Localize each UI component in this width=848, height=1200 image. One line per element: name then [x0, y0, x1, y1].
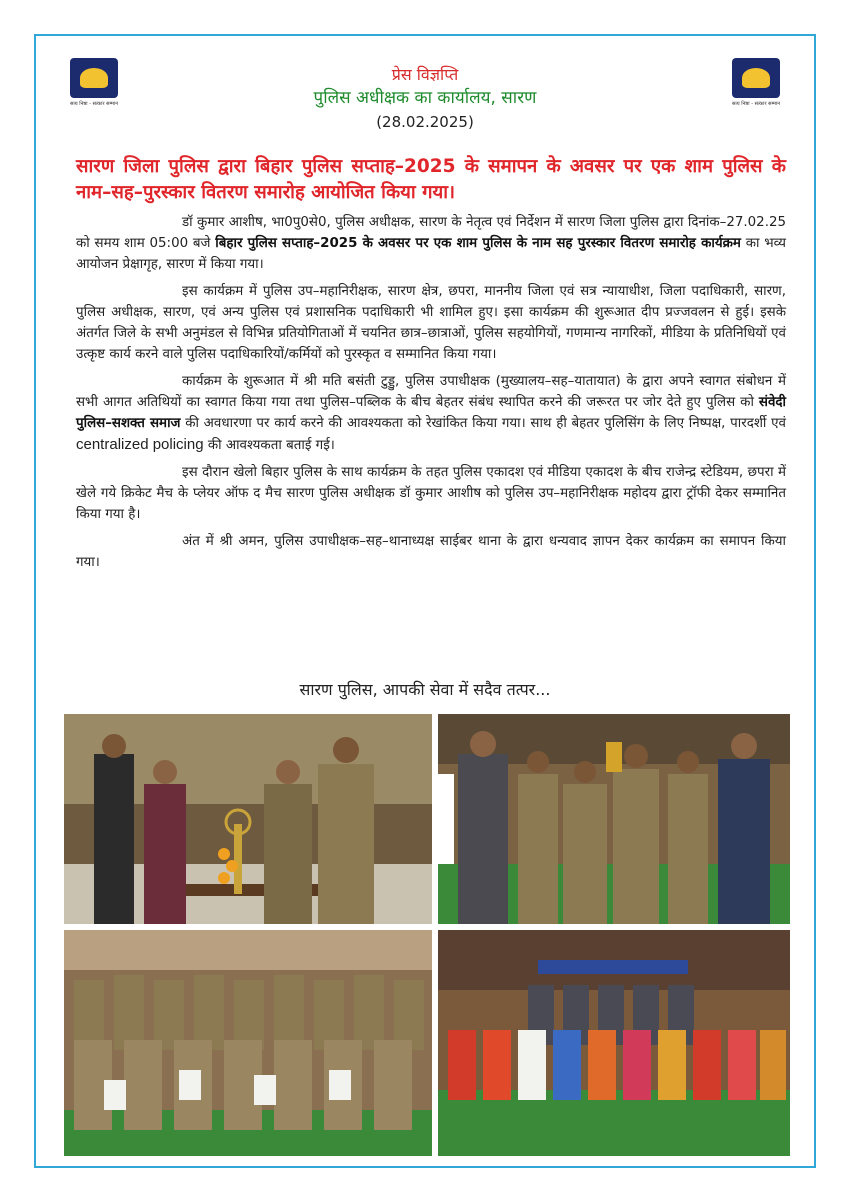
paragraph-4: इस दौरान खेलो बिहार पुलिस के साथ कार्यक्रम के तहत पुलिस एकादश एवं मीडिया एकादश के बीच राजेन्द्र स्टेडियम, छपरा में खेले गये क्रिकेट मैच के प्लेयर ऑफ द मैच सारण पुलिस अधीक्षक डॉ कुमार आशीष को पुलिस उप–महानिरीक्षक महोदय द्वारा ट्रॉफी देकर सम्मानित किया गया है। [76, 465, 786, 522]
logo-motto: सत्य निष्ठा - सत्कार सम्मान [731, 101, 781, 107]
paragraph-2: इस कार्यक्रम में पुलिस उप–महानिरीक्षक, सारण क्षेत्र, छपरा, माननीय जिला एवं सत्र न्यायाधीश, जिला पदाधिकारी, सारण, पुलिस अधीक्षक, सारण, एवं अन्य पुलिस एवं प्रशासनिक पदाधिकारी भी शामिल हुए। इसा कार्यक्रम की शुरूआत दीप प्रज्जवलन से हुई। इसके अंतर्गत जिले के सभी अनुमंडल से विभिन्न प्रतियोगिताओं में चयनित छात्र–छात्राओं, पुलिस सहयोगियों, गणमान्य नागरिकों, मीडिया के प्रतिनिधियों एवं उत्कृष्ट कार्य करने वाले पुलिस पदाधिकारियों/कर्मियों को पुरस्कृत व सम्मानित किया गया। [76, 284, 786, 362]
release-date: (28.02.2025) [376, 113, 474, 131]
photo-lamp-lighting [64, 714, 432, 924]
photo-trophy-presentation [438, 714, 790, 924]
paragraph-5: अंत में श्री अमन, पुलिस उपाधीक्षक–सह–थानाध्यक्ष साईबर थाना के द्वारा धन्यवाद ज्ञापन देकर कार्यक्रम का समापन किया गया। [76, 534, 786, 570]
release-body [76, 212, 786, 579]
paragraph-1: डॉ कुमार आशीष, भा0पु0से0, पुलिस अधीक्षक, सारण के नेतृत्व एवं निर्देशन में सारण जिला पुलिस द्वारा दिनांक–27.02.25 को समय शाम 05:00 बजे बिहार पुलिस सप्ताह–2025 के अवसर पर एक शाम पुलिस के नाम सह पुरस्कार वितरण समारोह कार्यक्रम का भव्य आयोजन प्रेक्षागृह, सारण में किया गया। [76, 215, 787, 272]
press-release-title: प्रेस विज्ञप्ति [391, 65, 459, 84]
press-release-frame [34, 34, 816, 1168]
paragraph-3: कार्यक्रम के शुरूआत में श्री मति बसंती टुड्डु, पुलिस उपाधीक्षक (मुख्यालय–सह–यातायात) के द्वारा अपने स्वागत संबोधन में सभी आगत अतिथियों का स्वागत किया गया तथा पुलिस–पब्लिक के बीच बेहतर संबंध स्थापित करने की जरूरत पर जोर देते हुए पुलिस को संवेदी पुलिस–सशक्त समाज की अवधारणा पर कार्य करने की आवश्यकता को रेखांकित किया गया। साथ ही बेहतर पुलिसिंग के लिए निष्पक्ष, पारदर्शी एवं centralized policing की आवश्यकता बताई गई। [76, 374, 786, 453]
office-name: पुलिस अधीक्षक का कार्यालय, सारण [313, 88, 537, 108]
photo-students-group [438, 930, 790, 1156]
headline: सारण जिला पुलिस द्वारा बिहार पुलिस सप्ताह–2025 के समापन के अवसर पर एक शाम पुलिस के नाम–सह–पुरस्कार वितरण समारोह आयोजित किया गया। [76, 156, 786, 203]
photo-police-awardees [64, 930, 432, 1156]
logo-motto: सत्य निष्ठा - सत्कार सम्मान [69, 101, 119, 107]
tagline: सारण पुलिस, आपकी सेवा में सदैव तत्पर... [299, 680, 551, 699]
header [36, 64, 814, 134]
